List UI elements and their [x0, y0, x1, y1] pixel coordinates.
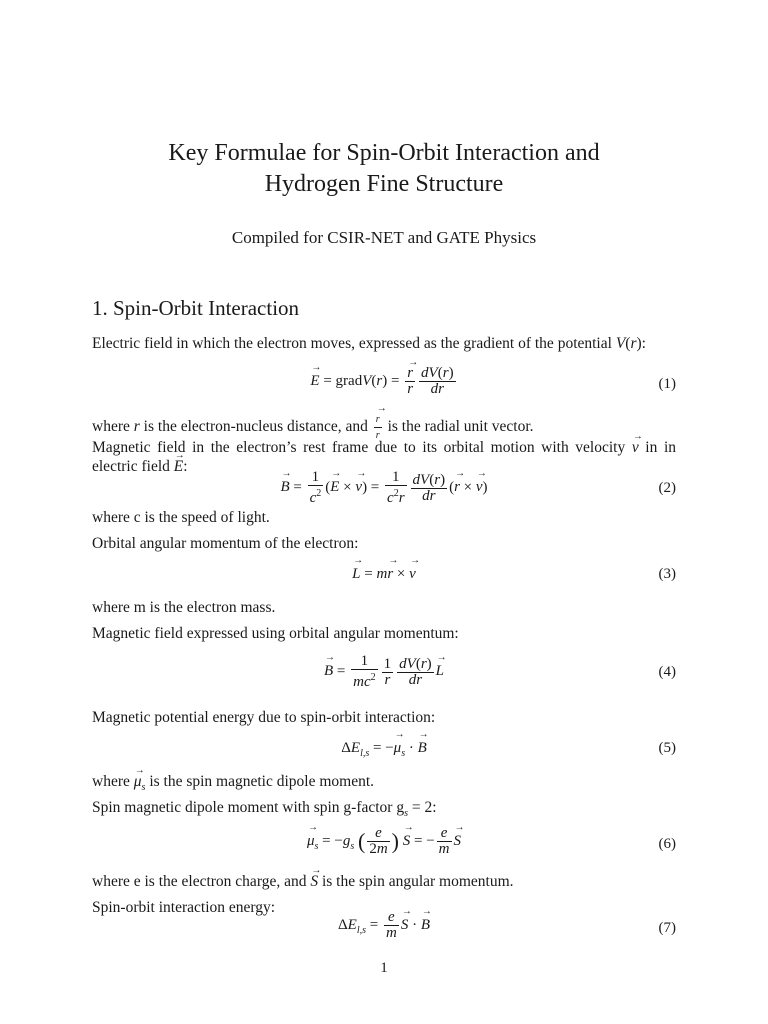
section-heading: 1. Spin-Orbit Interaction	[92, 296, 300, 320]
equation-4: → B = $\frac{1}{mc^2}$ $\frac{1}{r}$ $\frac{dV(r)}{dr}$ → L (4)	[92, 654, 676, 694]
paragraph-interaction-energy: Spin-orbit interaction energy:	[92, 899, 276, 916]
equation-number-2: (2)	[658, 480, 676, 496]
title-line-1: Key Formulae for Spin-Orbit Interaction and	[168, 140, 600, 166]
equation-number-7: (7)	[658, 920, 676, 936]
equation-number-6: (6)	[658, 836, 676, 852]
paragraph-magnetic-field: Magnetic field in the electron’s rest frame due to its orbital motion with velocity → v in in electric field → E:	[92, 438, 676, 476]
equation-2: → B = $\frac{1}{c^2}$ (→ E × → v) = $\frac{1}{c^2r}$ $\frac{dV(r)}{dr}$ (→ r × → v) (2)	[92, 470, 676, 510]
paragraph-speed-of-light: where c is the speed of light.	[92, 509, 270, 526]
title-line-2: Hydrogen Fine Structure	[264, 171, 504, 197]
paragraph-g-factor: Spin magnetic dipole moment with spin g-factor $g_s = 2$:	[92, 799, 437, 820]
paragraph-spin-momentum: where e is the electron charge, and → S is the spin angular momentum.	[92, 872, 676, 891]
paragraph-angular-momentum: Orbital angular momentum of the electron:	[92, 535, 359, 552]
equation-3: → L = m→ r × → v (3)	[92, 566, 676, 588]
page-number: 1	[380, 960, 388, 976]
equation-5: $\Delta E_{l,s}$ = −→ $\mu_s$ · → B (5)	[92, 740, 676, 762]
equation-number-5: (5)	[658, 740, 676, 756]
document-title	[0, 138, 768, 200]
equation-1: → E = gradV(r) = → $\frac{r}{r}$ $\frac{dV(r)}{dr}$ (1)	[92, 366, 676, 406]
equation-number-1: (1)	[658, 376, 676, 392]
document-subtitle: Compiled for CSIR-NET and GATE Physics	[231, 228, 537, 247]
equation-number-3: (3)	[658, 566, 676, 582]
paragraph-radial-vector: where r is the electron-nucleus distance, and → $\frac{r}{r}$ is the radial unit vector.	[92, 412, 676, 443]
paragraph-field-from-momentum: Magnetic field expressed using orbital angular momentum:	[92, 625, 459, 642]
equation-7: $\Delta E_{l,s}$ = $\frac{e}{m}$ → S · → B (7)	[92, 910, 676, 950]
paragraph-potential-energy: Magnetic potential energy due to spin-orbit interaction:	[92, 709, 436, 726]
equation-6: → $\mu_s = -g_s$ ( $\frac{e}{2m}$ ) → S = − $\frac{e}{m}$ → S (6)	[92, 826, 676, 866]
paragraph-electron-mass: where m is the electron mass.	[92, 599, 276, 616]
equation-number-4: (4)	[658, 664, 676, 680]
paragraph-electric-field: Electric field in which the electron moves, expressed as the gradient of the potential V(r):	[92, 335, 646, 352]
paragraph-dipole-moment: where → $\mu_s$ is the spin magnetic dipole moment.	[92, 772, 676, 797]
